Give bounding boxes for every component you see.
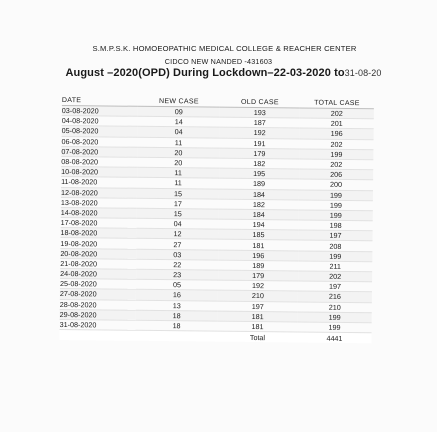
cell-new-case: 27	[136, 239, 218, 250]
opd-case-table	[59, 95, 374, 343]
total-value: 4441	[297, 332, 371, 343]
document-title-tail: 31-08-20	[344, 68, 382, 78]
cell-date: 17-08-2020	[61, 218, 137, 229]
cell-old-case: 181	[218, 321, 298, 332]
cell-date: 13-08-2020	[61, 197, 137, 208]
cell-new-case: 22	[136, 259, 218, 270]
institution-address: CIDCO NEW NANDED -431603	[164, 57, 273, 66]
cell-old-case: 194	[219, 219, 299, 230]
cell-total-case: 197	[298, 230, 372, 241]
cell-new-case: 11	[137, 167, 219, 178]
cell-old-case: 181	[218, 311, 298, 322]
cell-new-case: 23	[136, 269, 218, 280]
cell-new-case: 14	[138, 116, 220, 127]
cell-old-case: 189	[219, 178, 299, 189]
cell-old-case: 196	[218, 250, 298, 261]
cell-total-case: 208	[298, 240, 372, 251]
cell-total-case: 211	[298, 261, 372, 272]
cell-total-case: 202	[299, 139, 373, 150]
cell-old-case: 182	[219, 158, 299, 169]
cell-date: 19-08-2020	[60, 238, 136, 249]
cell-new-case: 17	[137, 198, 219, 209]
cell-new-case: 20	[137, 157, 219, 168]
cell-total-case: 199	[299, 149, 373, 160]
cell-date: 04-08-2020	[62, 116, 138, 127]
total-label: Total	[217, 331, 297, 342]
cell-new-case: 04	[138, 127, 220, 138]
cell-old-case: 192	[220, 128, 300, 139]
cell-date: 28-08-2020	[60, 299, 136, 310]
cell-total-case: 199	[299, 189, 373, 200]
cell-total-case: 202	[299, 159, 373, 170]
cell-date: 31-08-2020	[60, 319, 136, 330]
cell-date: 29-08-2020	[60, 309, 136, 320]
cell-date: 05-08-2020	[62, 126, 138, 137]
cell-old-case: 179	[219, 148, 299, 159]
cell-date: 21-08-2020	[60, 258, 136, 269]
total-spacer	[59, 330, 135, 341]
cell-total-case: 198	[299, 220, 373, 231]
cell-new-case: 20	[137, 147, 219, 158]
cell-new-case: 15	[137, 208, 219, 219]
cell-total-case: 201	[300, 118, 374, 129]
cell-new-case: 18	[136, 310, 218, 321]
cell-date: 27-08-2020	[60, 289, 136, 300]
cell-new-case: 03	[136, 249, 218, 260]
document-title	[5, 67, 437, 79]
cell-old-case: 181	[218, 240, 298, 251]
cell-date: 07-08-2020	[61, 146, 137, 157]
cell-date: 20-08-2020	[60, 248, 136, 259]
document-title-main: August –2020(OPD) During Lockdown–22-03-2020 to	[65, 67, 345, 79]
column-header-date: DATE	[62, 95, 138, 106]
cell-new-case: 05	[136, 279, 218, 290]
cell-total-case: 199	[299, 200, 373, 211]
cell-date: 11-08-2020	[61, 177, 137, 188]
cell-old-case: 197	[218, 301, 298, 312]
cell-date: 12-08-2020	[61, 187, 137, 198]
cell-total-case: 202	[298, 271, 372, 282]
cell-new-case: 13	[136, 300, 218, 311]
cell-date: 06-08-2020	[61, 136, 137, 147]
cell-new-case: 18	[136, 320, 218, 331]
cell-total-case: 206	[299, 169, 373, 180]
cell-new-case: 11	[137, 137, 219, 148]
column-header-new-case: NEW CASE	[138, 96, 220, 107]
total-spacer	[135, 330, 217, 341]
cell-new-case: 12	[136, 229, 218, 240]
cell-old-case: 185	[218, 229, 298, 240]
cell-total-case: 200	[299, 179, 373, 190]
institution-name: S.M.P.S.K. HOMOEOPATHIC MEDICAL COLLEGE & REACHER CENTER	[92, 44, 357, 53]
cell-old-case: 193	[220, 107, 300, 118]
cell-total-case: 210	[298, 302, 372, 313]
cell-date: 03-08-2020	[62, 105, 138, 116]
cell-date: 18-08-2020	[61, 228, 137, 239]
cell-old-case: 189	[218, 260, 298, 271]
cell-total-case: 199	[298, 322, 372, 333]
cell-date: 24-08-2020	[60, 268, 136, 279]
cell-date: 25-08-2020	[60, 279, 136, 290]
table-body	[59, 105, 373, 343]
cell-new-case: 11	[137, 178, 219, 189]
cell-total-case: 216	[298, 291, 372, 302]
cell-total-case: 202	[300, 108, 374, 119]
cell-total-case: 199	[298, 312, 372, 323]
cell-new-case: 09	[138, 106, 220, 117]
cell-total-case: 196	[300, 128, 374, 139]
cell-new-case: 04	[137, 218, 219, 229]
cell-old-case: 184	[219, 189, 299, 200]
cell-new-case: 16	[136, 290, 218, 301]
cell-old-case: 195	[219, 168, 299, 179]
cell-old-case: 187	[220, 117, 300, 128]
cell-total-case: 197	[298, 281, 372, 292]
cell-date: 14-08-2020	[61, 207, 137, 218]
column-header-total-case: TOTAL CASE	[300, 97, 374, 108]
cell-old-case: 192	[218, 280, 298, 291]
cell-date: 08-08-2020	[61, 156, 137, 167]
cell-new-case: 15	[137, 188, 219, 199]
cell-old-case: 184	[219, 209, 299, 220]
cell-old-case: 210	[218, 291, 298, 302]
cell-total-case: 199	[298, 251, 372, 262]
cell-date: 10-08-2020	[61, 167, 137, 178]
cell-old-case: 179	[218, 270, 298, 281]
cell-old-case: 182	[219, 199, 299, 210]
column-header-old-case: OLD CASE	[220, 97, 300, 108]
cell-old-case: 191	[219, 138, 299, 149]
table-total-row	[59, 330, 371, 344]
cell-total-case: 199	[299, 210, 373, 221]
